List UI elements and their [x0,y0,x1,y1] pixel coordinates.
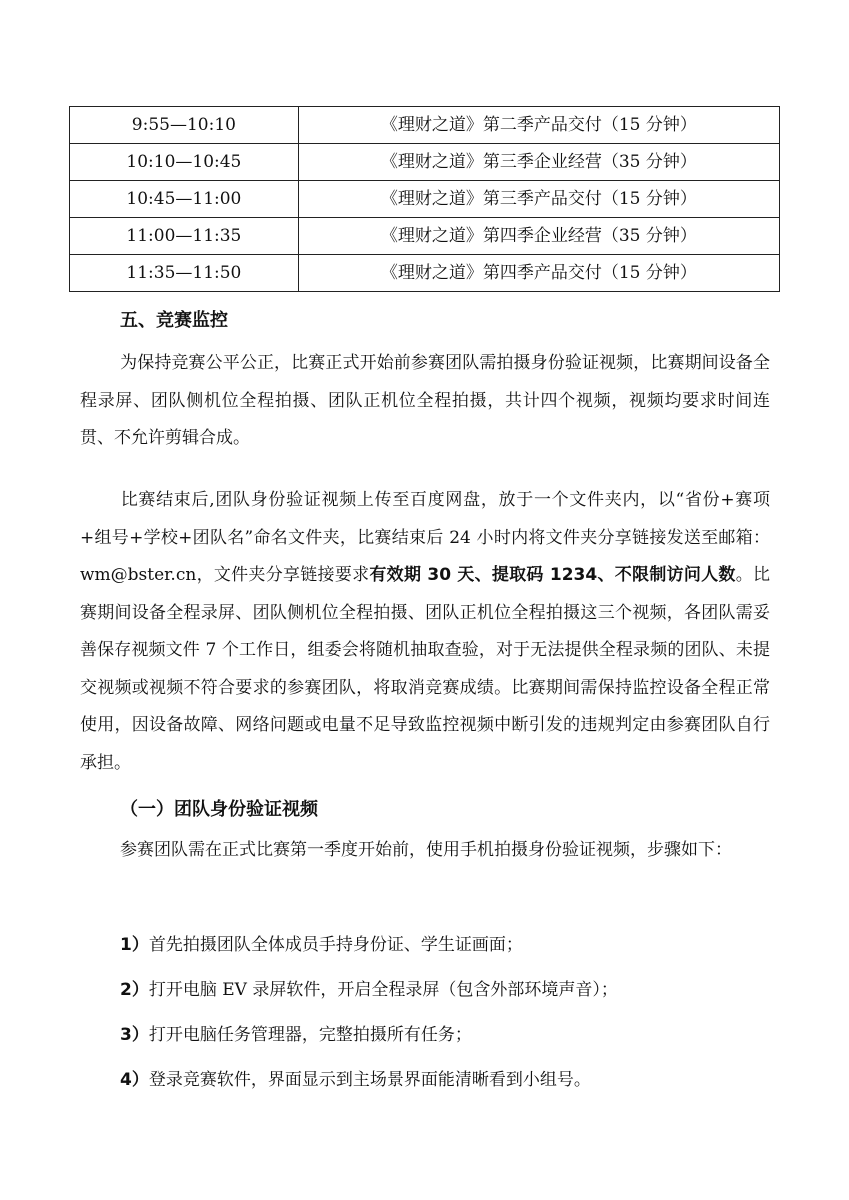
step-number: 2） [120,980,149,1000]
step-item [120,975,618,1000]
step-item [120,930,523,955]
step-number: 3） [120,1025,149,1045]
schedule-time: 11:00—11:35 [70,218,299,255]
step-text: 打开电脑任务管理器，完整拍摄所有任务； [148,1025,472,1045]
schedule-time: 11:35—11:50 [70,255,299,292]
schedule-activity: 《理财之道》第二季产品交付（15 分钟） [298,107,779,144]
step-text: 登录竞赛软件，界面显示到主场景界面能清晰看到小组号。 [148,1070,591,1090]
emphasis-text: 有效期 30 天、提取码 1234、不限制访问人数 [369,565,736,585]
paragraph-text: 比赛结束后,团队身份验证视频上传至百度网盘，放于一个文件夹内，以“省份+赛项+组号+学校+团队名”命名文件夹，比赛结束后 24 小时内将文件夹分享链接发送至邮箱：wm@bster.cn，文件夹分享链接要求 [80,490,770,585]
schedule-activity: 《理财之道》第三季企业经营（35 分钟） [298,144,779,181]
paragraph-upload [80,482,770,782]
paragraph-text: 为保持竞赛公平公正，比赛正式开始前参赛团队需拍摄身份验证视频，比赛期间设备全程录屏、团队侧机位全程拍摄、团队正机位全程拍摄，共计四个视频，视频均要求时间连贯、不允许剪辑合成。 [80,353,770,448]
schedule-activity: 《理财之道》第三季产品交付（15 分钟） [298,181,779,218]
step-item [120,1020,472,1045]
step-text: 打开电脑 EV 录屏软件，开启全程录屏（包含外部环境声音）； [148,980,618,1000]
step-number: 1） [120,935,149,955]
table-row [70,218,780,255]
step-item [120,1065,591,1090]
table-row [70,255,780,292]
schedule-time: 10:45—11:00 [70,181,299,218]
table-row [70,181,780,218]
paragraph-text: 。比赛期间设备全程录屏、团队侧机位全程拍摄、团队正机位全程拍摄这三个视频，各团队需妥善保存视频文件 7 个工作日，组委会将随机抽取查验，对于无法提供全程录频的团队、未提交视频或视频不符合要求的参赛团队，将取消竞赛成绩。比赛期间需保持监控设备全程正常使用，因设备故障、网络问题或电量不足导致监控视频中断引发的违规判定由参赛团队自行承担。 [80,565,770,773]
table-row [70,144,780,181]
section-heading: 五、竞赛监控 [120,310,228,331]
schedule-activity: 《理财之道》第四季产品交付（15 分钟） [298,255,779,292]
schedule-time: 10:10—10:45 [70,144,299,181]
schedule-activity: 《理财之道》第四季企业经营（35 分钟） [298,218,779,255]
step-text: 首先拍摄团队全体成员手持身份证、学生证画面； [148,935,523,955]
schedule-table [69,106,780,292]
paragraph-intro [80,345,770,458]
table-row [70,107,780,144]
step-number: 4） [120,1070,149,1090]
schedule-time: 9:55—10:10 [70,107,299,144]
subsection-heading: （一）团队身份验证视频 [120,799,318,820]
paragraph-text: 参赛团队需在正式比赛第一季度开始前，使用手机拍摄身份验证视频，步骤如下： [120,840,732,860]
paragraph-steps-intro [80,832,770,870]
